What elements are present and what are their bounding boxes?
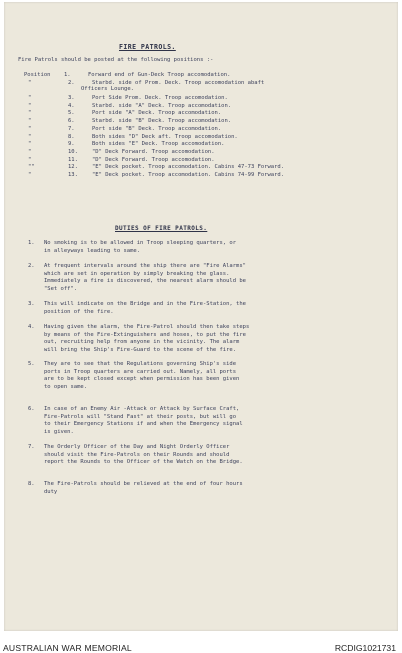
position-number: 13.: [68, 172, 78, 178]
duty-number: 6.: [28, 406, 35, 412]
intro-text: Fire Patrols should be posted at the following positions :-: [18, 57, 214, 63]
duty-number: 8.: [28, 481, 35, 487]
position-label: ": [28, 149, 32, 155]
position-row: [28, 126, 221, 132]
duty-number: 1.: [28, 240, 35, 246]
duty-text: They are to see that the Regulations governing Ship's side ports in Troop quarters are carried out. Namely, all ports are to be kept closed except when permission has been given to open same.: [44, 361, 240, 390]
position-number: 11.: [68, 157, 78, 163]
position-label: ": [28, 134, 32, 140]
position-label: ": [28, 110, 32, 116]
position-label: ": [28, 95, 32, 101]
duty-text: This will indicate on the Bridge and in the Fire-Station, the position of the fire.: [44, 301, 246, 315]
position-text: Starbd. side "A" Deck. Troop accomodation.: [92, 103, 232, 109]
position-label: ": [28, 126, 32, 132]
position-number: 12.: [68, 164, 78, 170]
position-label: ": [28, 118, 32, 124]
position-text: Starbd. side "B" Deck. Troop accomodation.: [92, 118, 232, 124]
duty-item: [28, 406, 368, 436]
position-label: "": [28, 164, 35, 170]
position-row: [28, 80, 264, 92]
position-number: 4.: [68, 103, 75, 109]
position-number: 2.: [68, 80, 75, 86]
position-text: "E" Deck pocket. Troop accomodation. Cabins 74-99 Forward.: [92, 172, 285, 178]
position-number: 8.: [68, 134, 75, 140]
position-text: "E" Deck pocket. Troop accomodation. Cabins 47-73 Forward.: [92, 164, 285, 170]
position-row: [28, 95, 228, 101]
position-text: Port Side Prom. Deck. Troop accomodation.: [92, 95, 228, 101]
position-row: [28, 149, 215, 155]
position-number: 1.: [64, 72, 71, 78]
duty-text: Having given the alarm, the Fire-Patrol should then take steps by means of the Fire-Extinguishers and hoses, to put the fire out, recruiting help from anyone in the vicinity. The alarm will bring the Ship's Fire-Guard to the scene of the fire.: [44, 324, 250, 353]
duty-text: At frequent intervals around the ship there are "Fire Alarms" which are set in operation by simply breaking the glass. Immediately a fire is discovered, the nearest alarm should be "Set off".: [44, 263, 246, 292]
position-text: Forward end of Gun-Deck Troop accomodation.: [88, 72, 231, 78]
position-text: "D" Deck Forward. Troop accomodation.: [92, 157, 215, 163]
position-text: Port side "B" Deck. Troop accomodation.: [92, 126, 222, 132]
position-text: Both sides "E" Deck. Troop accomodation.: [92, 141, 225, 147]
duty-item: [28, 481, 368, 496]
position-label: ": [28, 157, 32, 163]
duty-number: 3.: [28, 301, 35, 307]
position-label: ": [28, 141, 32, 147]
duty-text: The Orderly Officer of the Day and Night Orderly Officer should visit the Fire-Patrols on their Rounds and should report the Rounds to the Officer of the Watch on the Bridge.: [44, 444, 243, 466]
notes-title: DUTIES OF FIRE PATROLS.: [115, 225, 208, 232]
position-label: ": [28, 172, 32, 178]
position-text: Both sides "D" Deck aft. Troop accomodation.: [92, 134, 238, 140]
duty-number: 7.: [28, 444, 35, 450]
position-number: 6.: [68, 118, 75, 124]
position-row: [28, 103, 231, 109]
footer-source: AUSTRALIAN WAR MEMORIAL: [3, 643, 132, 653]
duty-item: [28, 301, 368, 316]
duty-item: [28, 361, 368, 391]
position-text: "D" Deck Forward. Troop accomodation.: [92, 149, 215, 155]
position-row: [28, 164, 284, 170]
duty-item: [28, 444, 368, 467]
duty-number: 4.: [28, 324, 35, 330]
duty-text: The Fire-Patrols should be relieved at the end of four hours duty: [44, 481, 243, 495]
position-row: [28, 110, 221, 116]
position-row: [28, 157, 215, 163]
position-row: [24, 72, 230, 78]
position-text: Starbd. side of Prom. Deck. Troop accomodation abaft Officers Lounge.: [80, 80, 265, 92]
position-row: [28, 141, 224, 147]
position-row: [28, 118, 231, 124]
document-title: FIRE PATROLS.: [119, 43, 176, 51]
duty-item: [28, 240, 368, 255]
duty-text: No smoking is to be allowed in Troop sleeping quarters, or in alleyways leading to same.: [44, 240, 237, 254]
position-number: 9.: [68, 141, 75, 147]
footer-record-id: RCDIG1021731: [334, 643, 396, 653]
duty-item: [28, 324, 368, 354]
duty-number: 2.: [28, 263, 35, 269]
position-number: 7.: [68, 126, 75, 132]
position-label: Position: [24, 72, 51, 78]
duty-item: [28, 263, 368, 293]
duty-number: 5.: [28, 361, 35, 367]
duty-text: In case of an Enemy Air -Attack or Attack by Surface Craft, Fire-Patrols will "Stand Fast" at their posts, but will go to their Emergency Stations if and when the Emergency signal is given.: [44, 406, 243, 435]
position-number: 3.: [68, 95, 75, 101]
position-label: ": [28, 103, 32, 109]
position-label: ": [28, 80, 32, 86]
position-number: 5.: [68, 110, 75, 116]
position-row: [28, 134, 238, 140]
position-text: Port side "A" Deck. Troop accomodation.: [92, 110, 222, 116]
position-number: 10.: [68, 149, 78, 155]
position-row: [28, 172, 284, 178]
